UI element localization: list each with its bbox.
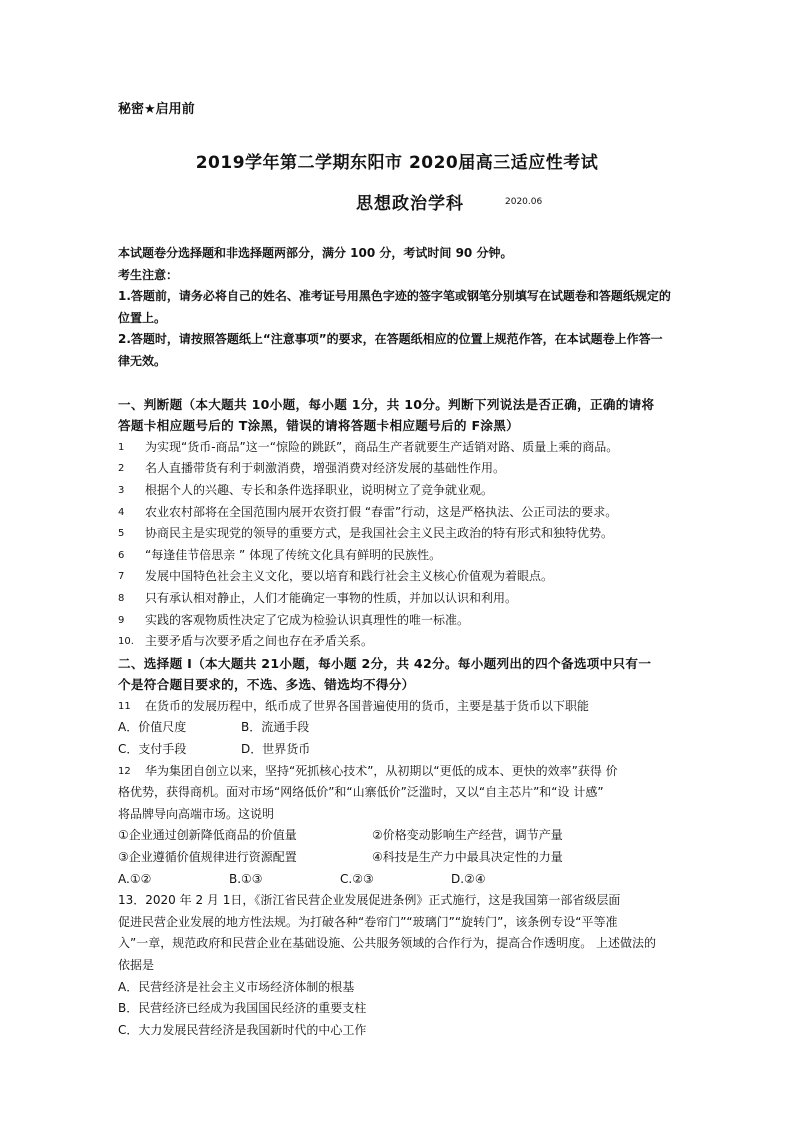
question-11-options-row1 xyxy=(118,717,686,739)
item-text: 名人直播带货有利于刺激消费，增强消费对经济发展的基础性作用。 xyxy=(145,461,506,476)
judge-item xyxy=(118,588,686,610)
judge-item xyxy=(118,610,686,632)
option-b: B．民营经济已经成为我国国民经济的重要支柱 xyxy=(118,1001,367,1016)
item-number: 8 xyxy=(118,592,125,604)
question-12-stem-line2: 格优势，获得商机。面对市场“网络低价”和“山寨低价”泛滥时，又以“自主芯片”和“设 计感” xyxy=(118,785,604,800)
item-number: 9 xyxy=(118,614,125,626)
item-number: 3 xyxy=(118,484,125,496)
exam-date: 2020.06 xyxy=(505,197,543,207)
question-number: 11 xyxy=(118,700,131,712)
option-b: B．流通手段 xyxy=(241,720,310,735)
item-number: 7 xyxy=(118,571,125,583)
item-text: 根据个人的兴趣、专长和条件选择职业，说明树立了竞争就业观。 xyxy=(145,482,494,497)
notice-heading: 考生注意： xyxy=(118,267,179,282)
exam-body xyxy=(118,243,686,1041)
option-a: A.①② xyxy=(118,871,152,886)
question-13-stem-line3: 入”一章，规范政府和民营企业在基础设施、公共服务领域的合作行为，提高合作透明度。 上述做法的 xyxy=(118,936,657,951)
secret-label: 秘密★启用前 xyxy=(118,102,195,117)
statement-3: ③企业遵循价值规律进行资源配置 xyxy=(118,850,297,865)
question-11-options-row2 xyxy=(118,739,686,761)
option-a: A．民营经济是社会主义市场经济体制的根基 xyxy=(118,979,355,994)
item-number: 5 xyxy=(118,528,125,540)
instructions-intro: 本试题卷分选择题和非选择题两部分，满分 100 分，考试时间 90 分钟。 xyxy=(118,246,513,260)
question-12-options xyxy=(118,869,686,891)
item-number: 10. xyxy=(118,636,134,648)
question-13-stem-line1: 13．2020 年 2 月 1日，《浙江省民营企业发展促进条例》正式施行，这是我国第一部省级层面 xyxy=(118,893,621,908)
judge-item xyxy=(118,523,686,545)
question-12-stem xyxy=(118,761,686,783)
section1-heading-line2: 答题卡相应题号后的 T涂黑，错误的请将答题卡相应题号后的 F涂黑） xyxy=(118,418,520,434)
item-text: 为实现“货币-商品”这一“惊险的跳跃”，商品生产者就要生产适销对路、质量上乘的商品。 xyxy=(145,439,619,454)
question-11-stem xyxy=(118,696,686,718)
option-d: D.②④ xyxy=(451,871,486,886)
subject-title: 思想政治学科 xyxy=(356,194,464,214)
statement-4: ④科技是生产力中最具决定性的力量 xyxy=(372,850,563,865)
item-number: 2 xyxy=(118,463,125,475)
question-text: 在货币的发展历程中，纸币成了世界各国普遍使用的货币，主要是基于货币以下职能 xyxy=(145,698,590,713)
notice-2-line2: 律无效。 xyxy=(118,353,167,368)
question-13-stem-line2: 促进民营企业发展的地方性法规。为打破各种“卷帘门”“玻璃门”“旋转门”，该条例专设“平等准 xyxy=(118,914,618,929)
exam-title: 2019学年第二学期东阳市 2020届高三适应性考试 xyxy=(195,153,599,173)
judge-item xyxy=(118,545,686,567)
option-a: A．价值尺度 xyxy=(118,720,187,735)
question-12-statements-row2 xyxy=(118,847,686,869)
statement-1: ①企业通过创新降低商品的价值量 xyxy=(118,828,297,843)
item-text: 农业农村部将在全国范围内展开农资打假 “春雷”行动，这是严格执法、公正司法的要求。 xyxy=(145,504,618,519)
notice-1-line1: 1.答题前，请务必将自己的姓名、准考证号用黑色字迹的签字笔或钢笔分别填写在试题卷和答题纸规定的 xyxy=(118,289,671,304)
item-text: “每逢佳节倍思亲 ” 体现了传统文化具有鲜明的民族性。 xyxy=(145,547,442,562)
question-text: 华为集团自创立以来，坚持“死抓核心技术”，从初期以“更低的成本、更快的效率”获得 价 xyxy=(145,763,618,778)
notice-2-line1: 2.答题时，请按照答题纸上“注意事项”的要求，在答题纸相应的位置上规范作答，在本试题卷上作答一 xyxy=(118,332,663,347)
judge-item xyxy=(118,631,686,653)
question-12-stem-line3: 将品牌导向高端市场。这说明 xyxy=(118,806,275,821)
judge-item xyxy=(118,502,686,524)
option-b: B.①③ xyxy=(229,871,263,886)
item-text: 实践的客观物质性决定了它成为检验认识真理性的唯一标准。 xyxy=(145,612,470,627)
section2-heading-line1: 二、选择题 I（本大题共 21小题，每小题 2分，共 42分。每小题列出的四个备选项中只有一 xyxy=(118,655,652,671)
section1-heading-line1: 一、判断题（本大题共 10小题，每小题 1分，共 10分。判断下列说法是否正确，正确的请将 xyxy=(118,396,655,412)
item-number: 6 xyxy=(118,549,125,561)
statement-2: ②价格变动影响生产经营，调节产量 xyxy=(372,828,563,843)
spacer xyxy=(118,373,686,394)
option-c: C．大力发展民营经济是我国新时代的中心工作 xyxy=(118,1022,367,1037)
judge-item xyxy=(118,437,686,459)
item-text: 协商民主是实现党的领导的重要方式，是我国社会主义民主政治的特有形式和独特优势。 xyxy=(145,526,614,541)
question-number: 12 xyxy=(118,765,131,777)
option-c: C．支付手段 xyxy=(118,742,187,757)
section2-heading-line2: 个是符合题目要求的，不选、多选、错选均不得分） xyxy=(118,677,415,693)
item-text: 发展中国特色社会主义文化，要以培育和践行社会主义核心价值观为着眼点。 xyxy=(145,569,554,584)
item-number: 1 xyxy=(118,441,125,453)
option-d: D．世界货币 xyxy=(241,742,311,757)
question-12-statements-row1 xyxy=(118,825,686,847)
judge-item xyxy=(118,566,686,588)
item-text: 只有承认相对静止，人们才能确定一事物的性质，并加以认识和利用。 xyxy=(145,590,518,605)
item-text: 主要矛盾与次要矛盾之间也存在矛盾关系。 xyxy=(145,634,374,649)
judge-item xyxy=(118,458,686,480)
notice-1-line2: 位置上。 xyxy=(118,310,167,325)
item-number: 4 xyxy=(118,506,125,518)
question-13-stem-line4: 依据是 xyxy=(118,958,155,972)
option-c: C.②③ xyxy=(340,871,374,886)
judge-item xyxy=(118,480,686,502)
